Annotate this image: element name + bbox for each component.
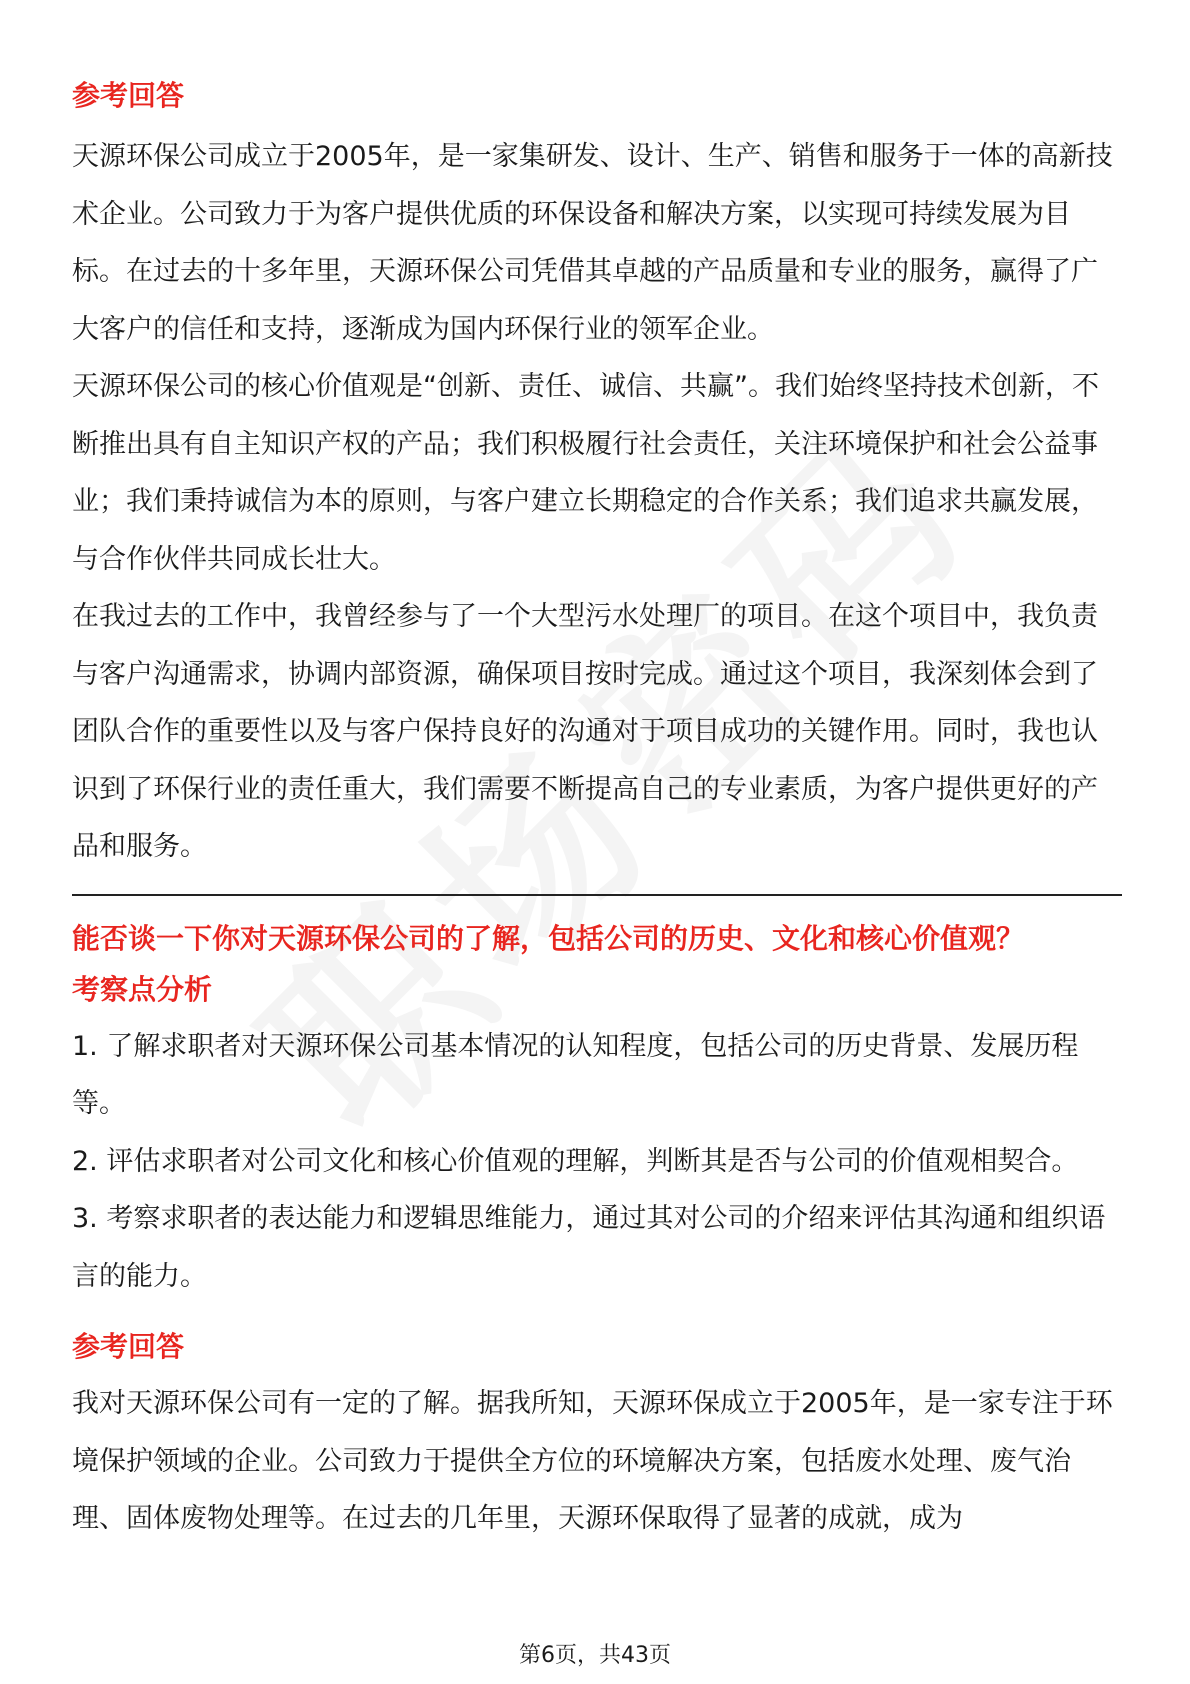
- answer-paragraph-4: 我对天源环保公司有一定的了解。据我所知，天源环保成立于2005年，是一家专注于环境保护领域的企业。公司致力于提供全方位的环境解决方案，包括废水处理、废气治理、固体废物处理等。在过去的几年里，天源环保取得了显著的成就，成为: [72, 1388, 1113, 1534]
- reference-answer-heading-2: 参考回答: [72, 1330, 185, 1363]
- answer-paragraph-2: 天源环保公司的核心价值观是“创新、责任、诚信、共赢”。我们始终坚持技术创新，不断推出具有自主知识产权的产品；我们积极履行社会责任，关注环境保护和社会公益事业；我们秉持诚信为本的原则，与客户建立长期稳定的合作关系；我们追求共赢发展，与合作伙伴共同成长壮大。: [72, 371, 1099, 575]
- analysis-item-3: 3. 考察求职者的表达能力和逻辑思维能力，通过其对公司的介绍来评估其沟通和组织语言的能力。: [72, 1203, 1106, 1292]
- answer-paragraph-3: 在我过去的工作中，我曾经参与了一个大型污水处理厂的项目。在这个项目中，我负责与客户沟通需求，协调内部资源，确保项目按时完成。通过这个项目，我深刻体会到了团队合作的重要性以及与客户保持良好的沟通对于项目成功的关键作用。同时，我也认识到了环保行业的责任重大，我们需要不断提高自己的专业素质，为客户提供更好的产品和服务。: [72, 601, 1098, 862]
- analysis-item-1: 1. 了解求职者对天源环保公司基本情况的认知程度，包括公司的历史背景、发展历程等。: [72, 1030, 1079, 1119]
- reference-answer-section-1: [72, 76, 1122, 876]
- interview-question: 能否谈一下你对天源环保公司的了解，包括公司的历史、文化和核心价值观？: [72, 921, 1025, 955]
- page-number: 第6页，共43页: [519, 1643, 671, 1668]
- answer-paragraph-1: 天源环保公司成立于2005年，是一家集研发、设计、生产、销售和服务于一体的高新技术企业。公司致力于为客户提供优质的环保设备和解决方案，以实现可持续发展为目标。在过去的十多年里，天源环保公司凭借其卓越的产品质量和专业的服务，赢得了广大客户的信任和支持，逐渐成为国内环保行业的领军企业。: [72, 141, 1113, 345]
- page-content: [72, 76, 1122, 1562]
- analysis-item-2: 2. 评估求职者对公司文化和核心价值观的理解，判断其是否与公司的价值观相契合。: [72, 1145, 1079, 1177]
- reference-answer-section-2: [72, 1327, 1122, 1548]
- section-divider: [72, 894, 1122, 896]
- analysis-section: [72, 970, 1122, 1306]
- analysis-heading: 考察点分析: [72, 972, 213, 1006]
- reference-answer-heading: 参考回答: [72, 79, 185, 112]
